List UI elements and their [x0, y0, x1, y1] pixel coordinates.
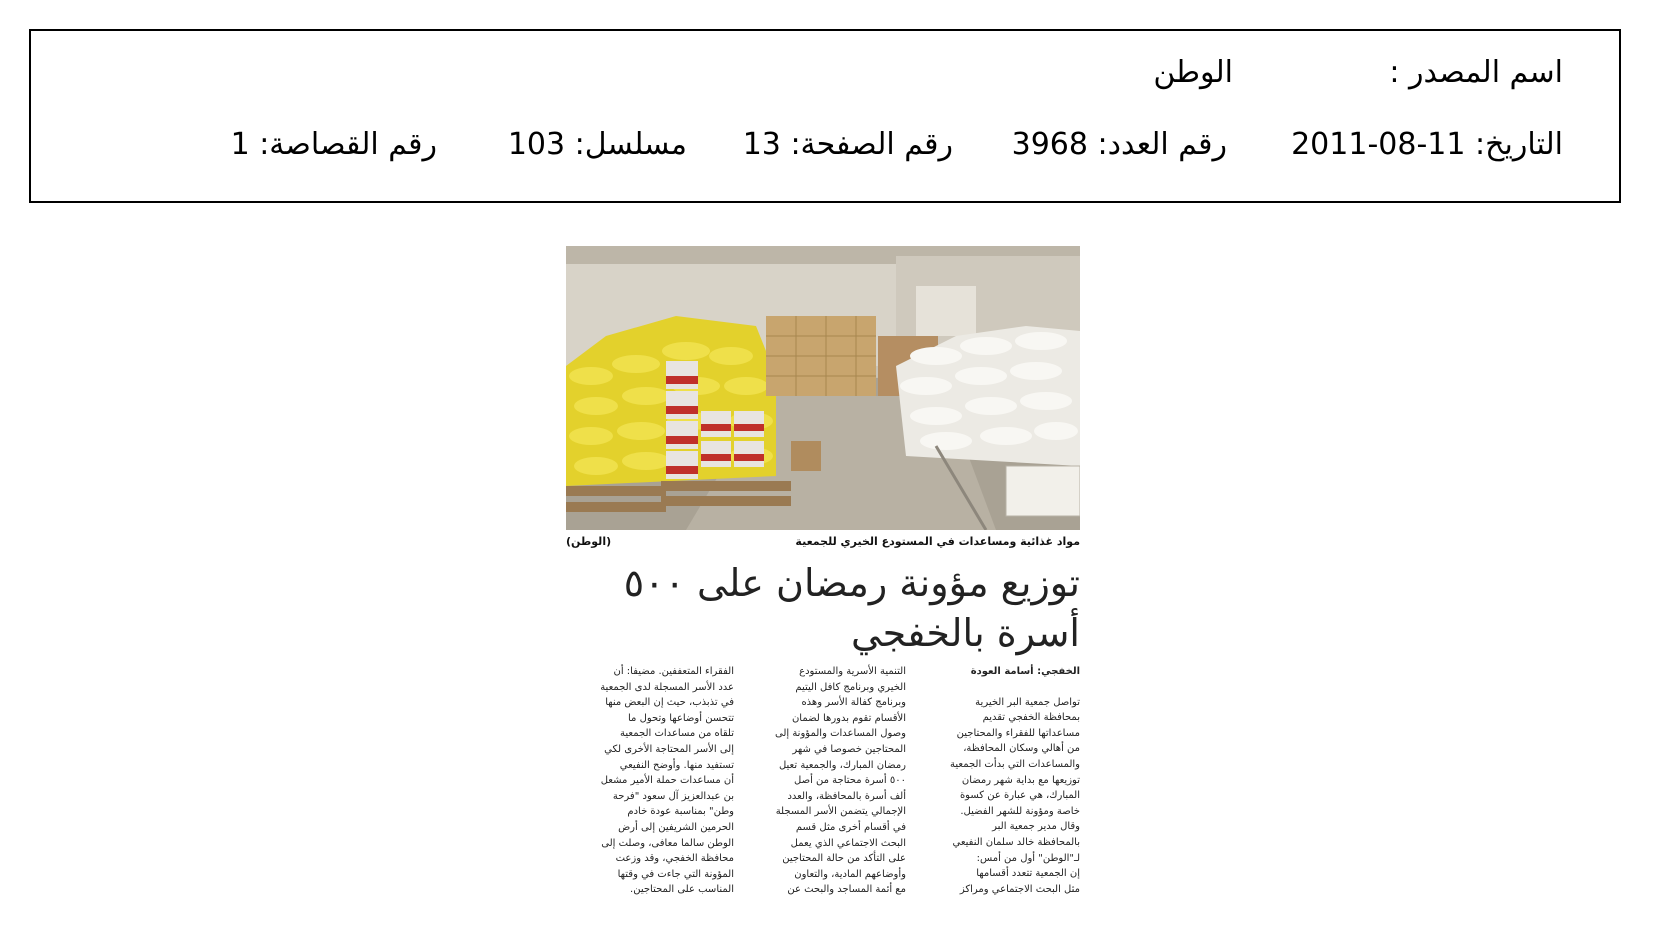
source-value: الوطن	[1153, 55, 1233, 90]
byline: الخفجي: أسامة العودة	[970, 666, 1080, 677]
warehouse-photo	[566, 246, 1080, 530]
text-line: محافظة الخفجي، وقد وزعت	[615, 853, 734, 865]
column-1-text	[918, 695, 1080, 898]
text-line: الوطن سالما معافى، وصلت إلى	[601, 837, 734, 849]
text-line: بن عبدالعزيز آل سعود "فرحة	[612, 790, 734, 802]
text-line: والمساعدات التي بدأت الجمعية	[949, 758, 1080, 770]
article-column-2	[744, 664, 906, 898]
source-info-box	[29, 29, 1621, 203]
text-line: لـ"الوطن" أول من أمس:	[976, 852, 1080, 864]
article-column-1	[918, 664, 1080, 897]
text-line: البحث الاجتماعي الذي يعمل	[790, 837, 906, 849]
text-line: الأقسام تقوم بدورها لضمان	[791, 712, 906, 724]
text-line: ٥٠٠ أسرة محتاجة من أصل	[794, 775, 906, 787]
text-line: في أقسام أخرى مثل قسم	[795, 821, 906, 833]
headline-line-1: توزيع مؤونة رمضان على ٥٠٠	[623, 561, 1080, 605]
text-line: خاصة ومؤونة للشهر الفضيل.	[960, 805, 1080, 817]
text-line: أن مساعدات حملة الأمير مشعل	[600, 775, 734, 787]
text-line: مساعداتها للفقراء والمحتاجين	[956, 727, 1080, 739]
text-line: المحتاجين خصوصا في شهر	[792, 743, 906, 755]
headline-line-2: أسرة بالخفجي	[850, 611, 1080, 655]
text-line: وصول المساعدات والمؤونة إلى	[774, 728, 906, 740]
text-line: من أهالي وسكان المحافظة،	[963, 743, 1080, 755]
article-headline	[566, 558, 1080, 658]
text-line: رمضان المبارك، والجمعية تعيل	[778, 759, 906, 771]
serial-field: مسلسل: 103	[507, 127, 687, 162]
newspaper-clipping	[566, 246, 1080, 906]
text-line: وطن" بمناسبة عودة خادم	[627, 806, 734, 818]
clip-number-field: رقم القصاصة: 1	[230, 127, 437, 162]
text-line: تستفيد منها. وأوضح النفيعي	[619, 759, 734, 771]
text-line: توزيعها مع بداية شهر رمضان	[961, 774, 1080, 786]
text-line: المبارك، هي عبارة عن كسوة	[959, 790, 1080, 802]
text-line: تواصل جمعية البر الخيرية	[975, 696, 1080, 708]
text-line: تتحسن أوضاعها وتحول ما	[628, 712, 734, 724]
text-line: تلقاه من مساعدات الجمعية	[620, 728, 734, 740]
issue-number-field: رقم العدد: 3968	[1011, 127, 1227, 162]
text-line: وأوضاعهم المادية، والتعاون	[794, 868, 906, 880]
text-line: التنمية الأسرية والمستودع	[799, 666, 906, 677]
photo-caption: مواد غذائية ومساعدات في المستودع الخيري للجمعية	[795, 535, 1080, 548]
column-2-text	[744, 664, 906, 898]
article-column-3	[572, 664, 734, 898]
text-line: وبرنامج كفالة الأسر وهذه	[801, 697, 906, 709]
text-line: المؤونة التي جاءت في وقتها	[617, 868, 734, 880]
column-3-text	[572, 664, 734, 898]
text-line: الحرمين الشريفين إلى أرض	[618, 821, 734, 833]
text-line: الإجمالي يتضمن الأسر المسجلة	[775, 806, 906, 818]
text-line: الخيري وبرنامج كافل اليتيم	[795, 681, 906, 693]
text-line: مثل البحث الاجتماعي ومراكز	[959, 883, 1080, 895]
text-line: وقال مدير جمعية البر	[992, 821, 1080, 833]
text-line: في تذبذب، حيث إن البعض منها	[605, 697, 734, 709]
text-line: إلى الأسر المحتاجة الأخرى لكي	[604, 743, 734, 755]
photo-caption-bar	[566, 534, 1080, 550]
page-number-field: رقم الصفحة: 13	[742, 127, 953, 162]
text-line: على التأكد من حالة المحتاجين	[782, 853, 906, 865]
source-label: اسم المصدر :	[1389, 55, 1563, 90]
article-body	[566, 664, 1080, 904]
text-line: الفقراء المتعففين. مضيفا: أن	[613, 666, 734, 677]
text-line: مع أئمة المساجد والبحث عن	[787, 884, 906, 896]
photo-credit: (الوطن)	[566, 535, 612, 548]
text-line: بالمحافظة خالد سلمان النفيعي	[952, 836, 1080, 848]
text-line: المناسب على المحتاجين.	[630, 884, 734, 896]
date-field: التاريخ: 11-08-2011	[1291, 127, 1563, 162]
text-line: ألف أسرة بالمحافظة، والعدد	[787, 790, 906, 802]
text-line: إن الجمعية تتعدد أقسامها	[976, 868, 1080, 880]
text-line: عدد الأسر المسجلة لدى الجمعية	[600, 681, 734, 693]
text-line: بمحافظة الخفجي تقديم	[982, 712, 1080, 724]
